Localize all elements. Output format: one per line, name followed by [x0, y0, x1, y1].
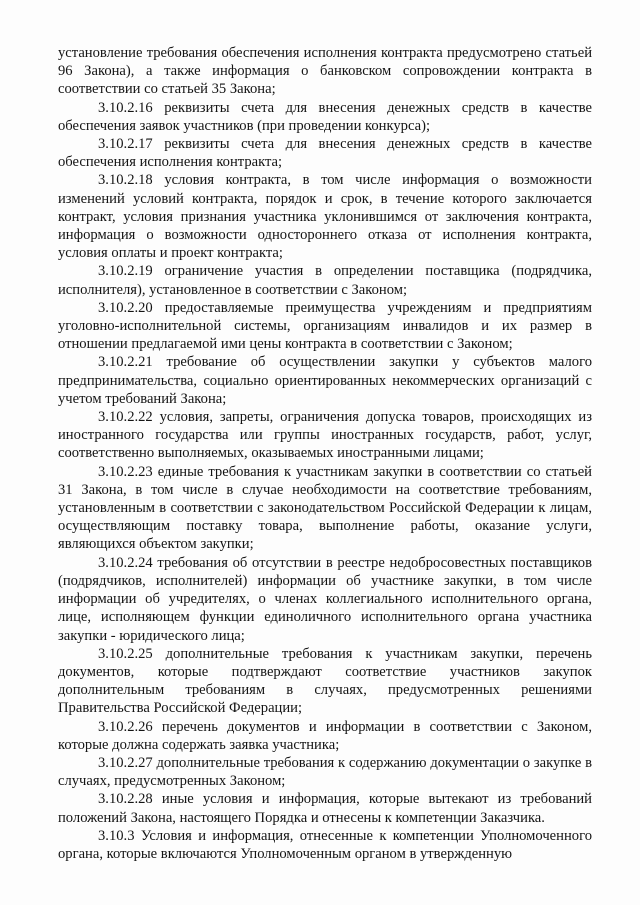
paragraph-3-10-3: 3.10.3 Условия и информация, отнесенные к компетенции Уполномоченного органа, которые включаются Уполномоченным органом в утвержденную [58, 827, 592, 862]
paragraph-continuation: установление требования обеспечения исполнения контракта предусмотрено статьей 96 Закона), а также информация о банковском сопровождении контракта в соответствии со статьей 35 Закона; [58, 45, 592, 98]
paragraph-3-10-2-19: 3.10.2.19 ограничение участия в определении поставщика (подрядчика, исполнителя), установленное в соответствии с Законом; [58, 263, 592, 298]
paragraph-3-10-2-20: 3.10.2.20 предоставляемые преимущества учреждениям и предприятиям уголовно-исполнительной системы, организациям инвалидов и их размер в отношении предлагаемой ими цены контракта в соответствии с Законом; [58, 299, 592, 353]
paragraph-3-10-2-26: 3.10.2.26 перечень документов и информации в соответствии с Законом, которые должна содержать заявка участника; [58, 718, 592, 753]
paragraph-3-10-2-25: 3.10.2.25 дополнительные требования к участникам закупки, перечень документов, которые подтверждают соответствие участников закупок дополнительным требованиям в случаях, предусмотренных решениями Правительства Российской Федерации; [58, 645, 592, 717]
paragraph-3-10-2-16: 3.10.2.16 реквизиты счета для внесения денежных средств в качестве обеспечения заявок участников (при проведении конкурса); [58, 99, 592, 134]
paragraph-3-10-2-22: 3.10.2.22 условия, запреты, ограничения допуска товаров, происходящих из иностранного государства или группы иностранных государств, работ, услуг, соответственно выполняемых, оказываемых иностранными лицами; [58, 409, 592, 462]
paragraph-3-10-2-21: 3.10.2.21 требование об осуществлении закупки у субъектов малого предпринимательства, социально ориентированных некоммерческих организаций с учетом требований Закона; [58, 354, 592, 407]
paragraph-3-10-2-23: 3.10.2.23 единые требования к участникам закупки в соответствии со статьей 31 Закона, в том числе в случае необходимости на соответствие требованиям, установленным в соответствии с законодательством Российской Федерации к лицам, осуществляющим поставку товара, выполнение работы, оказание услуги, являющихся объектом закупки; [58, 463, 592, 553]
paragraph-3-10-2-17: 3.10.2.17 реквизиты счета для внесения денежных средств в качестве обеспечения исполнения контракта; [58, 136, 592, 171]
document-body [58, 44, 592, 863]
paragraph-3-10-2-27: 3.10.2.27 дополнительные требования к содержанию документации о закупке в случаях, предусмотренных Законом; [58, 754, 592, 790]
paragraph-3-10-2-18: 3.10.2.18 условия контракта, в том числе информация о возможности изменений условий контракта, порядок и срок, в течение которого заключается контракт, условия признания участника уклонившимся от заключения контракта, информация о возможности одностороннего отказа от исполнения контракта, условия оплаты и проект контракта; [58, 172, 592, 262]
paragraph-3-10-2-24: 3.10.2.24 требования об отсутствии в реестре недобросовестных поставщиков (подрядчиков, исполнителей) информации об участнике закупки, в том числе информации об учредителях, о членах коллегиального исполнительного органа, лице, исполняющем функции единоличного исполнительного органа участника закупки - юридического лица; [58, 554, 592, 644]
paragraph-3-10-2-28: 3.10.2.28 иные условия и информация, которые вытекают из требований положений Закона, настоящего Порядка и отнесены к компетенции Заказчика. [58, 791, 592, 826]
